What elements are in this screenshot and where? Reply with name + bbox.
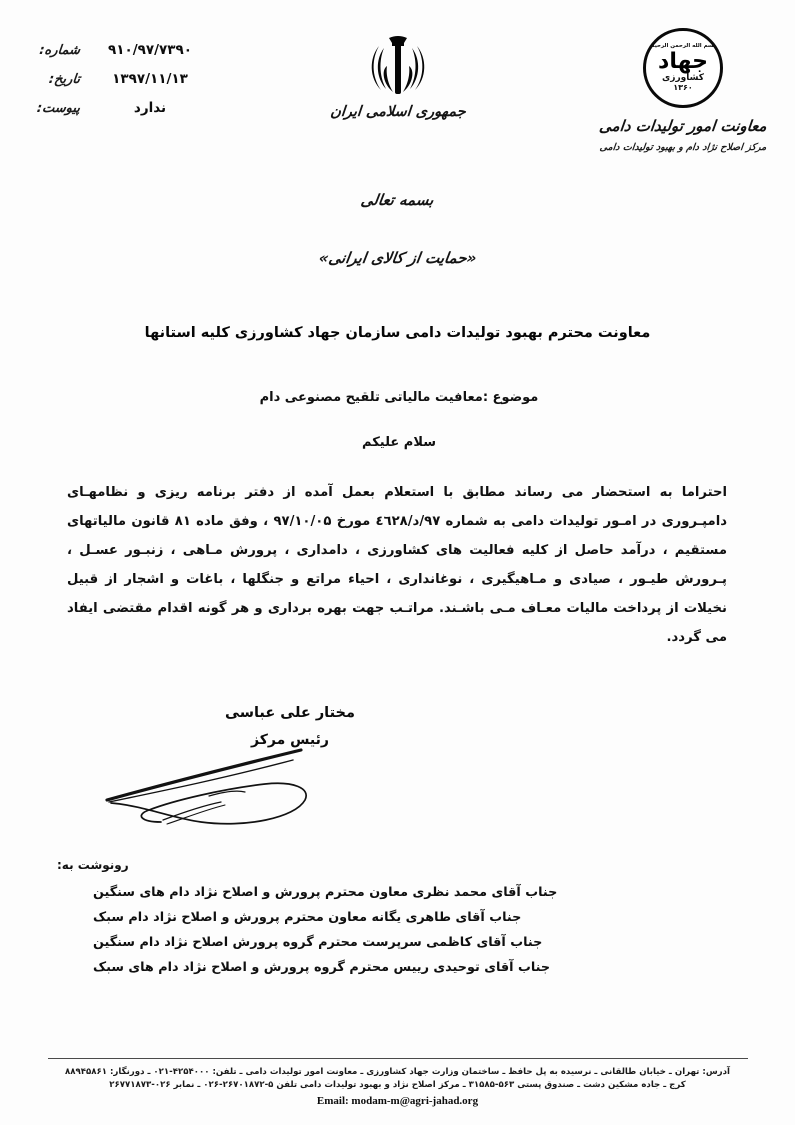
signer-title: رئیس مرکز — [251, 732, 329, 748]
cc-item: جناب آقای طاهری یگانه معاون محترم پرورش و اصلاح نژاد دام سبک — [93, 910, 522, 925]
cc-title: رونوشت به: — [57, 858, 129, 872]
meta-row-attachment — [18, 100, 238, 129]
seal-top-text: بسم الله الرحمن الرحیم — [650, 43, 716, 50]
handwritten-signature-icon — [105, 748, 405, 838]
letterhead — [0, 0, 795, 190]
iran-national-emblem-icon — [308, 36, 488, 98]
footer-address-tehran: آدرس: تهران ـ خیابان طالقانی ـ نرسیده به پل حافظ ـ ساختمان وزارت جهاد کشاورزی ـ معاونت امور تولیدات دامی ـ تلفن: ۴۲۵۴۰۰۰-۰۲۱ ـ دورنگار: ۸۸۹۴۵۸۶۱ — [65, 1067, 730, 1077]
cc-block — [55, 858, 735, 980]
greeting-line: سلام علیکم — [362, 435, 436, 450]
organization-block — [585, 28, 781, 153]
signer-name: مختار علی عباسی — [225, 705, 355, 721]
organization-name: معاونت امور تولیدات دامی — [598, 117, 768, 135]
signature-block — [205, 705, 375, 748]
number-value: ۹۱۰/۹۷/۷۳۹۰ — [107, 42, 193, 58]
letter-meta-fields — [18, 42, 238, 129]
seal-main-text: جهاد — [658, 48, 708, 74]
emblem-caption: جمهوری اسلامی ایران — [329, 104, 466, 120]
besmeh-taala: بسمه تعالی — [359, 191, 436, 209]
seal-sub-text: کشاورزی — [662, 72, 704, 83]
cc-item: جناب آقای توحیدی رییس محترم گروه پرورش و اصلاح نژاد دام های سبک — [93, 960, 551, 975]
subject-line: موضوع :معافیت مالیاتی تلقیح مصنوعی دام — [259, 390, 539, 405]
footer-divider — [48, 1058, 748, 1059]
footer-email[interactable]: Email: modam-m@agri-jahad.org — [316, 1095, 479, 1107]
year-slogan: «حمایت از کالای ایرانی» — [317, 249, 478, 267]
organization-unit: مرکز اصلاح نژاد دام و بهبود تولیدات دامی — [599, 142, 767, 153]
meta-row-number — [18, 42, 238, 71]
meta-row-date — [18, 71, 238, 100]
invocation-block — [0, 190, 795, 267]
seal-base-text: ۱۳۶۰ — [673, 82, 693, 92]
cc-item: جناب آقای محمد نظری معاون محترم پرورش و اصلاح نژاد دام های سنگین — [93, 885, 558, 900]
letter-body: احتراما به استحضار می رساند مطابق با استعلام بعمل آمده از دفتر برنامه ریزی و نظامهـای دامپـروری در امـور تولیدات دامی به شماره ۹۷/د/٤٦٢۸ مورخ ۹۷/۱۰/۰۵ ، وفق ماده ۸۱ قانون مالیاتهای مستقیم ، درآمد حاصل از کلیه فعالیت های کشاورزی ، دامداری ، پرورش مـاهی ، زنبـور عسـل ، پـرورش طیـور ، صیادی و مـاهیگیری ، نوغانداری ، احیاء مراتع و جنگلها ، باغات و اشجار از قبیل نخیلات از پرداخت مالیات معـاف مـی باشـند. مراتـب جهت بهره برداری و هر گونه اقدام مقتضی ایفاد می گردد. — [67, 485, 727, 645]
national-emblem-block — [308, 36, 488, 120]
addressee-line: معاونت محترم بهبود تولیدات دامی سازمان جهاد کشاورزی کلیه استانها — [144, 325, 651, 341]
attachment-label: پیوست: — [36, 101, 81, 116]
footer-block — [0, 1058, 795, 1107]
attachment-value: ندارد — [133, 100, 167, 116]
number-label: شماره: — [38, 43, 81, 58]
date-label: تاریخ: — [48, 72, 81, 87]
jahad-keshavarzi-seal-icon — [643, 28, 723, 108]
cc-item: جناب آقای کاظمی سرپرست محترم گروه پرورش اصلاح نژاد دام سنگین — [93, 935, 543, 950]
date-value: ۱۳۹۷/۱۱/۱۳ — [112, 71, 188, 87]
footer-address-karaj: کرج ـ جاده مشکین دشت ـ صندوق پستی ۵۶۳-۳۱۵۸۵ ـ مرکز اصلاح نژاد و بهبود تولیدات دامی تلفن ۵-۲۶۷۰۱۸۷۲-۰۲۶ ـ نمابر ۰۲۶-۲۶۷۷۱۸۷۳ — [109, 1080, 686, 1090]
